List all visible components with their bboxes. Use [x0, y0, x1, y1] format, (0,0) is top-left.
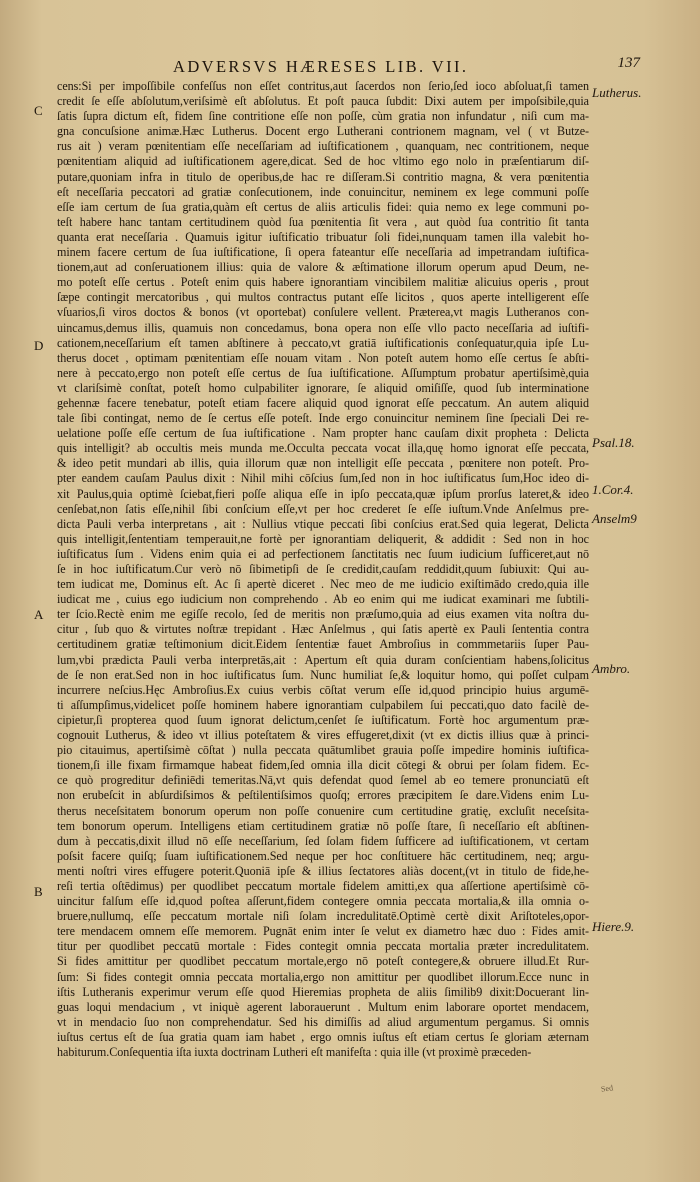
text-line: bruere,nullumq, eſſe peccatum mortale niſi ſolam incredulitatē.Optimè certè dixit Ariſtoteles,opor- — [57, 909, 589, 924]
text-line: ti aſſumpſimus,videlicet poſſe hominem habere ignorantiam culpabilem ſui peccati,quo dato facilè de- — [57, 697, 589, 712]
text-line: ſum: Si fides contegit omnia peccata mortalia,ergo non amittitur per quodlibet illorum.Ecce nunc in — [57, 969, 589, 984]
text-line: menti noſtri vires effugere poterit.Quoniā ipſe & illius ſectatores aliàs docent,(vt in titulo de fide,he- — [57, 863, 589, 878]
text-line: rus ait ) veram pœnitentiam eſſe neceſſariam ad iuſtificationem , quanquam, nec contritionem, neque — [57, 139, 589, 154]
folio-number: 137 — [617, 55, 640, 71]
text-line: iudicat me , cuius ego iudicium non comprehendo . Ab eo enim qui me iudicat examinari me ſubtili- — [57, 592, 589, 607]
text-line: eſt neceſſaria peccatori ad gratiæ conſecutionem, inde conuincitur, neminem ex lege communi poſſe — [57, 184, 589, 199]
text-line: eſſe iam certum de ſua gratia,quàm eſt certus de aliis articulis fidei: quia nemo ex lege communi po- — [57, 199, 589, 214]
section-letter-d: D — [34, 338, 44, 353]
text-line: nere à peccato,ergo non poteſt eſſe certus de ſua iuſtificatione. Aſſumptum probatur apertiſsimè,quia — [57, 365, 589, 380]
text-line: cipietur,ſi propterea quod ſuum ignorat delictum,cenſet ſe iuſtificatum. Fortè hoc argumentum præ- — [57, 712, 589, 727]
text-line: cens:Si per impoſſibile confeſſus non eſſet contritus,aut ſacerdos non ſerio,ſed ioco abſoluat,ſi tamen — [57, 79, 589, 93]
body-text — [57, 79, 589, 1060]
text-line: de ſe non erat.Sed non in hoc iuſtificatus ſum. Nunc humiliat ſe,& loquitur homo, qui poſſet culpam — [57, 667, 589, 682]
text-line: titur per quodlibet peccatū mortale : Fides contegit omnia peccata mortalia præter incredulitatem. — [57, 939, 589, 954]
text-line: pœnitentiam aliquid ad iuſtificationem agere,dicat. Sed de hoc vltimo ego nolo in præſentiarum diſ- — [57, 154, 589, 169]
text-line: credit ſe eſſe abſolutum,veriſsimè eſt abſolutus. Et poſt pauca ſubdit: Dixi autem per impoſsibile,quia — [57, 94, 589, 109]
text-line: iuſtus certus eſt de ſua gratia quam iam habet , ergo omnis iuſtus eſt etiam certus ſe gloriam æternam — [57, 1029, 589, 1044]
text-line: mo poteſt eſſe certus . Poteſt enim quis habere ignorantiam vincibilem malitiæ alicuius operis , prout — [57, 275, 589, 290]
text-line: vſuarios,ſi viros doctos & bonos (vt oportebat) conſulere vellent. Præterea,vt magis Lutheranos con- — [57, 305, 589, 320]
text-line: Si fides amittitur per quodlibet peccatum mortale,ergo nō poteſt contegere,& obruere illud.Et Rur- — [57, 954, 589, 969]
text-line: iuſtificatus ſum . Videns enim quia ei ad perfectionem ſanctitatis nec ſuum iudicium ſufficeret,aut nō — [57, 546, 589, 561]
text-line: cognouit Lutherus, & ideo vt illius poteſtatem & vires effugeret,dixit (vt ex dictis illius quæ à princi- — [57, 728, 589, 743]
text-line: cationem,neceſſarium eſt tamen abſtinere à peccato,vt gratiā iuſtificationis conſequatur,quia ipſe Lu- — [57, 335, 589, 350]
catchword: Sed — [600, 1083, 614, 1094]
text-line: minem facere certum de ſua iuſtificatione, ſi opera fateantur eſſe neceſſaria ad impetrandam iuſtifica- — [57, 245, 589, 260]
text-line: dicta Pauli verba interpretans , ait : Nullius vtique peccati ſibi conſcius erat.Sed quia legerat, Delicta — [57, 516, 589, 531]
text-line: therus docet , optimam pœnitentiam eſſe nouam vitam . Non poteſt autem homo eſſe certus ſe abſti- — [57, 350, 589, 365]
text-line: ſatis ſupra dictum eſt, fidem ſine contritione eſſe non poſſe, cùm gratia non infundatur , niſi cum ma- — [57, 109, 589, 124]
margin-note-lutherus: Lutherus. — [592, 85, 642, 100]
text-line: tere mendacem omnem eſſe memorem. Pugnāt enim inter ſe velut ex diametro hæc duo : Fides amit- — [57, 924, 589, 939]
text-line: tem bonorum operum. Intelligens etiam certitudinem gratiæ nō poſſe ſtare, ſi neceſſario eſt abſtinen- — [57, 818, 589, 833]
text-line: uincamus,demus illis, quamuis non concedamus, bona opera non eſſe vllo pacto neceſſaria ad iuſtifi- — [57, 320, 589, 335]
margin-note-jeremiah: Hiere.9. — [592, 919, 635, 934]
text-line: therus neceſsitatem bonorum operum non poſſe conuenire cum certitudine gratię, excluſit neceſsita- — [57, 803, 589, 818]
text-line: tionem,ſi ille fixam firmamque habeat fidem,ſed omnia illa dicit cōtegi & obrui per ſolam fidem. Ec- — [57, 758, 589, 773]
text-line: habiturum.Conſequentia iſta iuxta doctrinam Lutheri eſt manifeſta : quia ille (vt proximè præceden- — [57, 1045, 532, 1059]
text-line: quis intelligit,ſententiam temperauit,ne fortè per ignorantiam deliquerit, & addidit : Sed non in hoc — [57, 531, 589, 546]
text-line: uelatione poſſe eſſe certum de ſua iuſtificatione . Nam propter hanc cauſam dixit propheta : Delicta — [57, 426, 589, 441]
text-line: poſsit facere quiſq; ſuam iuſtificationem.Sed neque per hoc conſtituere hāc certitudinem, neq; argu- — [57, 848, 589, 863]
margin-note-psalm: Psal.18. — [592, 435, 635, 450]
margin-note-corinthians: 1.Cor.4. — [592, 482, 634, 497]
text-line: tem iudicat me, Dominus eſt. Ac ſi apertè diceret . Nec meo de me iudicio exiſtimādo credo,quia ille — [57, 577, 589, 592]
text-line: xit Paulus,quia optimè ſciebat,fieri poſſe aliqua eſſe in ipſo peccata,quæ ipſum prorſus lateret,& ideo — [57, 486, 589, 501]
text-line: pio citauimus, apertiſsimè cōſtat ) nulla peccata quātumlibet grauia poſſe impedire hominis iuſtifica- — [57, 743, 589, 758]
text-line: tale ſibi contingat, nemo de ſe certus eſſe poteſt. Inde ergo conuincitur neminem ſine ſpeciali Dei re- — [57, 411, 589, 426]
text-line: vt in mendacio ſuo non comprehendatur. Sed his dimiſſis ad aliud argumentum pergamus. Si omnis — [57, 1014, 589, 1029]
text-line: citur , ſub quo & virtutes noſtræ trepidant . Hæc Anſelmus , qui ſatis apertè ex Pauli ſententia contra — [57, 622, 589, 637]
text-line: uincitur falſum eſſe id,quod poſtea aſſerunt,fidem contegere omnia peccata mortalia,& illa omnia o- — [57, 894, 589, 909]
text-line: vt clariſsimè conſtat, poteſt homo culpabiliter ignorare, ſe aliquid omiſiſſe, quod ſub interminatione — [57, 380, 589, 395]
margin-note-anselm: Anselm9 — [592, 511, 637, 526]
text-line: quanta erat neceſſaria . Quamuis igitur iuſtificatio tribuatur ſoli fidei,nunquam tamen illa valebit ho- — [57, 229, 589, 244]
text-line: tionem,aut ad conſeruationem illius: quia de valore & æſtimatione illorum operum apud Deum, ne- — [57, 260, 589, 275]
text-line: & ideo petit mundari ab illis, quia illorum quæ non intelligit eſſe peccata , pœnitere non poteſt. Pro- — [57, 456, 589, 471]
text-line: iſtis Lutheranis experimur verum eſſe quod Hieremias propheta de aliis ſimilib9 dixit:Docuerant lin- — [57, 984, 589, 999]
text-line: lum,vbi prædicta Pauli verba interpretās,ait : Apertum eſt quia duram conſcientiam habens,ſolicitus — [57, 652, 589, 667]
text-line: pter eandem cauſam Paulus dixit : Nihil mihi cōſcius ſum,ſed non in hoc iuſtificatus ſum,Hoc ideo di- — [57, 471, 589, 486]
margin-note-ambrose: Ambro. — [592, 661, 631, 676]
running-title: ADVERSVS HÆRESES LIB. VII. — [173, 57, 469, 76]
text-line: ſæpe contingit mercatoribus , qui multos contractus putant eſſe licitos , quos aperte intelligerent eſſe — [57, 290, 589, 305]
text-line: incurrere neſcius.Hęc Ambroſius.Ex cuius verbis cōſtat verum eſſe id,quod principio huius argumē- — [57, 682, 589, 697]
text-line: cenſebat,non ſatis eſſe,nihil ſibi conſcium eſſe,vt per hoc crederet ſe eſſe iuſtum.Vnde Anſelmus pre- — [57, 501, 589, 516]
text-line: putare,quoniam infra in titulo de operibus,de hac re diſſeram.Si contritio magna, & vera pœnitentia — [57, 169, 589, 184]
text-line: certitudinem gratiæ teſtimonium dicit.Eidem ſententiæ fauet Ambroſius in commmetariis ſuper Pau- — [57, 637, 589, 652]
text-line: teſt habere hanc tantam certitudinem quòd ſua pœnitentia ſit vera , aut quòd ſua contritio ſit tanta — [57, 214, 589, 229]
text-line: reſi tertia oſtēdimus) per quodlibet peccatum mortale fidelem amitti,ex qua aſſertione apertiſsimè cō- — [57, 878, 589, 893]
text-line: gehennæ facere tenebatur, poteſt etiam facere aliquid quod ignorat eſſe peccatum. An autem aliquid — [57, 395, 589, 410]
text-line: non erubeſcit in abſurdiſsimos & peſtilentiſsimos quoſq; errores præcipitem ſe dare.Videns enim Lu- — [57, 788, 589, 803]
section-letter-a: A — [34, 607, 44, 622]
text-line: ſe in hoc iuſtificatum.Cur verò nō ſibimetipſi de ſe credidit,cauſam reddidit,quum ſubiuxit: Qui au- — [57, 562, 589, 576]
text-line: ter ſcio.Rectè enim me egiſſe recolo, ſed de meritis non præſumo,quia ad eius examen vita noſtra du- — [57, 607, 589, 622]
text-line: gna concuſsione animæ.Hæc Lutherus. Docent ergo Lutherani contrionem magnam, vel ( vt Butze- — [57, 124, 589, 139]
section-letter-b: B — [34, 884, 43, 899]
text-line: ce quò progreditur definiēdi temeritas.Nā,vt quis defendat quod ſemel ab eo temere pronunciatū eſt — [57, 773, 589, 788]
text-line: guas loqui mendacium , vt iniquè agerent laborauerunt . Multum enim laborare oportet mendacem, — [57, 999, 589, 1014]
section-letter-c: C — [34, 103, 43, 118]
text-line: quis intelligit? ab occultis meis munda me.Occulta peccata vocat illa,quę homo ignorat eſſe peccata, — [57, 441, 589, 456]
text-line: dum à peccatis,dixit illud nō eſſe neceſſarium, ſed ſolam fidem ſufficere ad iuſtificationem, vt certam — [57, 833, 589, 848]
running-head — [95, 55, 640, 81]
